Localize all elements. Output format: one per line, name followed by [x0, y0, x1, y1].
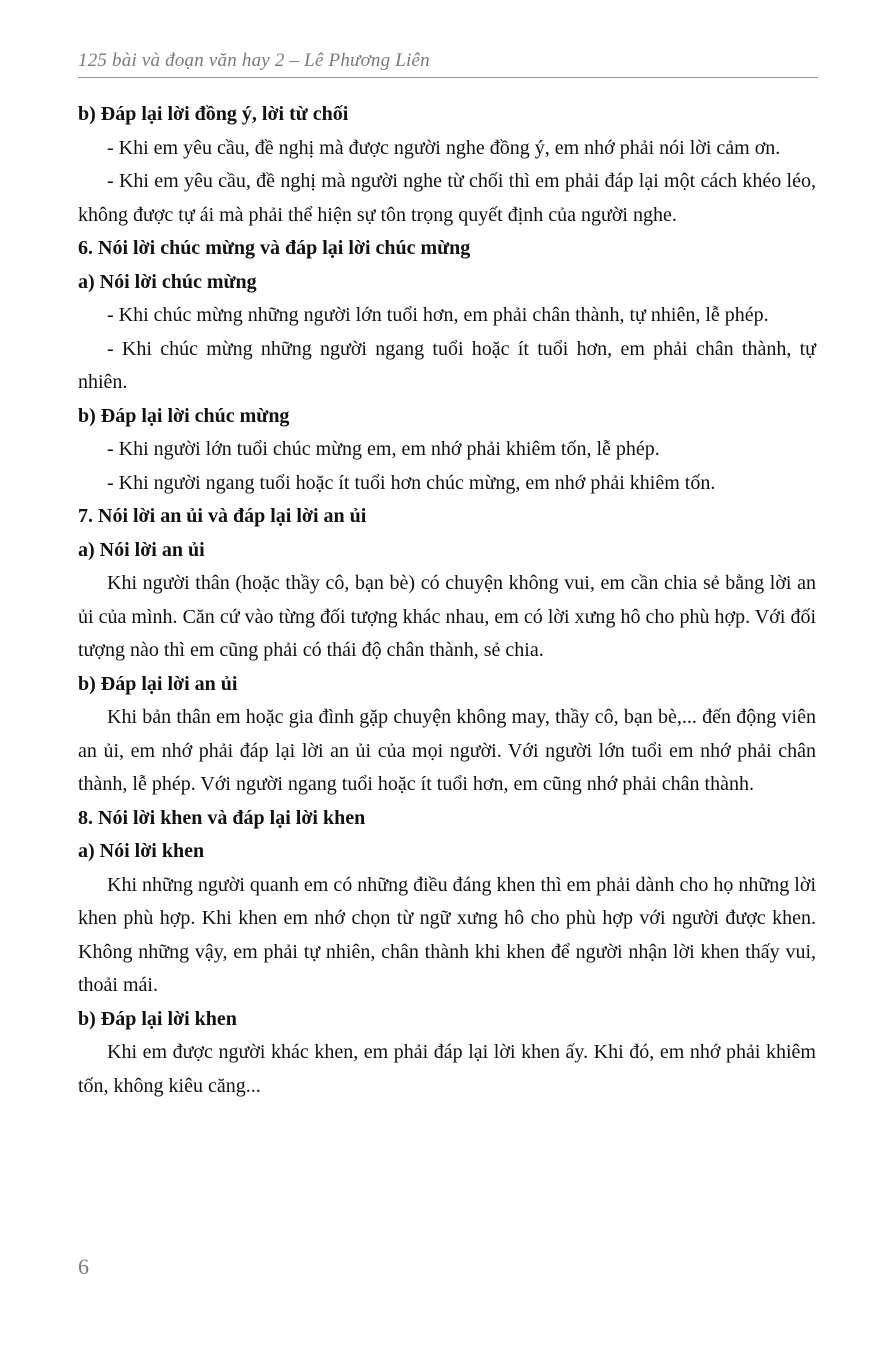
paragraph: - Khi chúc mừng những người ngang tuổi hoặc ít tuổi hơn, em phải chân thành, tự nhiên. — [78, 337, 816, 393]
running-header: 125 bài và đoạn văn hay 2 – Lê Phương Liên — [78, 50, 430, 71]
paragraph: Khi người thân (hoặc thầy cô, bạn bè) có chuyện không vui, em cần chia sẻ bằng lời an ủi của mình. Căn cứ vào từng đối tượng khác nhau, em có lời xưng hô cho phù hợp. Với đối tượng nào thì em cũng phải có thái độ chân thành, sẻ chia. — [78, 572, 816, 661]
paragraph: - Khi người lớn tuổi chúc mừng em, em nhớ phải khiêm tốn, lễ phép. — [107, 438, 660, 460]
section-heading: 8. Nói lời khen và đáp lại lời khen — [78, 806, 366, 829]
paragraph: - Khi chúc mừng những người lớn tuổi hơn, em phải chân thành, tự nhiên, lễ phép. — [107, 304, 769, 326]
page-body — [78, 98, 816, 1103]
subheading: a) Nói lời chúc mừng — [78, 270, 257, 293]
paragraph: Khi những người quanh em có những điều đáng khen thì em phải dành cho họ những lời khen phù hợp. Khi khen em nhớ chọn từ ngữ xưng hô cho phù hợp với người được khen. Không những vậy, em phải tự nhiên, chân thành khi khen để người nhận lời khen thấy vui, thoải mái. — [78, 873, 816, 996]
paragraph: - Khi em yêu cầu, đề nghị mà người nghe từ chối thì em phải đáp lại một cách khéo léo, không được tự ái mà phải thể hiện sự tôn trọng quyết định của người nghe. — [78, 170, 816, 226]
subheading: a) Nói lời an ủi — [78, 538, 205, 561]
subheading: b) Đáp lại lời khen — [78, 1007, 237, 1030]
subheading: b) Đáp lại lời chúc mừng — [78, 404, 290, 427]
subheading: b) Đáp lại lời đồng ý, lời từ chối — [78, 103, 349, 125]
page-number: 6 — [78, 1254, 89, 1279]
section-heading: 6. Nói lời chúc mừng và đáp lại lời chúc mừng — [78, 237, 471, 259]
paragraph: Khi bản thân em hoặc gia đình gặp chuyện không may, thầy cô, bạn bè,... đến động viên an ủi, em nhớ phải đáp lại lời an ủi của mọi người. Với người lớn tuổi em nhớ phải chân thành, lễ phép. Với người ngang tuổi hoặc ít tuổi hơn, em cũng nhớ phải chân thành. — [78, 706, 816, 795]
paragraph: Khi em được người khác khen, em phải đáp lại lời khen ấy. Khi đó, em nhớ phải khiêm tốn, không kiêu căng... — [78, 1041, 816, 1097]
subheading: a) Nói lời khen — [78, 840, 205, 862]
paragraph: - Khi em yêu cầu, đề nghị mà được người nghe đồng ý, em nhớ phải nói lời cảm ơn. — [107, 136, 781, 159]
section-heading: 7. Nói lời an ủi và đáp lại lời an ủi — [78, 505, 367, 527]
header-divider — [78, 77, 818, 78]
subheading: b) Đáp lại lời an ủi — [78, 672, 238, 695]
paragraph: - Khi người ngang tuổi hoặc ít tuổi hơn chúc mừng, em nhớ phải khiêm tốn. — [107, 471, 716, 494]
